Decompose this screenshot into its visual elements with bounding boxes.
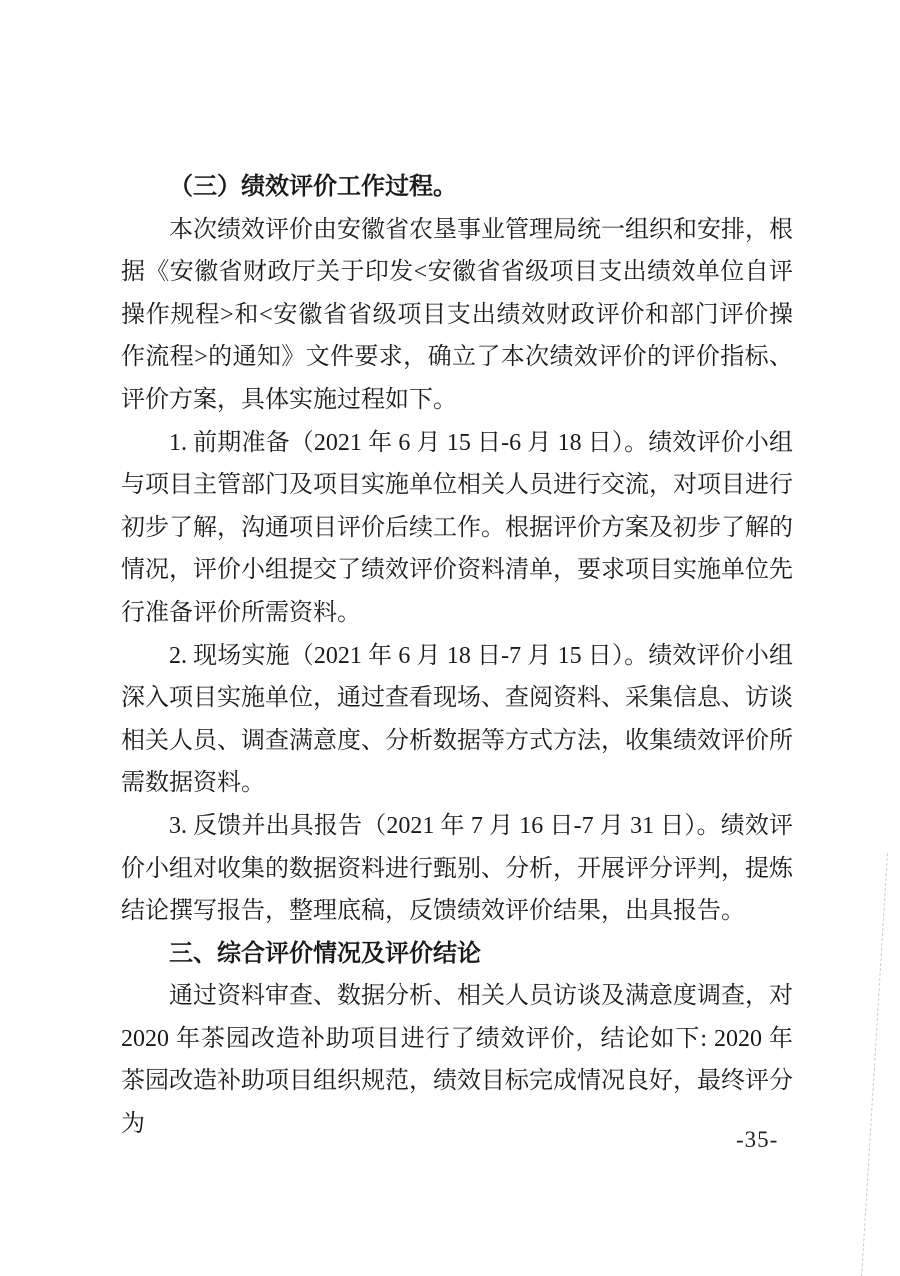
paragraph-step1-preparation: 1. 前期准备（2021 年 6 月 15 日-6 月 18 日）。绩效评价小组与项目主管部门及项目实施单位相关人员进行交流，对项目进行初步了解，沟通项目评价后续工作。根据评价方案及初步了解的情况，评价小组提交了绩效评价资料清单，要求项目实施单位先行准备评价所需资料。 (121, 429, 793, 626)
paragraph-step3-feedback-report: 3. 反馈并出具报告（2021 年 7 月 16 日-7 月 31 日）。绩效评价小组对收集的数据资料进行甄别、分析，开展评分评判，提炼结论撰写报告，整理底稿，反馈绩效评价结果，出具报告。 (121, 812, 793, 925)
document-body (121, 166, 793, 1146)
section-heading-comprehensive-evaluation-conclusion: 三、综合评价情况及评价结论 (169, 940, 481, 967)
scan-artifact-line (861, 853, 888, 1276)
paragraph-evaluation-organization: 本次绩效评价由安徽省农垦事业管理局统一组织和安排，根据《安徽省财政厅关于印发<安徽省省级项目支出绩效单位自评操作规程>和<安徽省省级项目支出绩效财政评价和部门评价操作流程>的通知》文件要求，确立了本次绩效评价的评价指标、评价方案，具体实施过程如下。 (121, 216, 793, 413)
page-number: -35- (736, 1127, 779, 1152)
paragraph-evaluation-conclusion: 通过资料审查、数据分析、相关人员访谈及满意度调查，对 2020 年茶园改造补助项目进行了绩效评价，结论如下: 2020 年茶园改造补助项目组织规范，绩效目标完成情况良好，最终评分为 (121, 983, 793, 1138)
section-heading-performance-evaluation-process: （三）绩效评价工作过程。 (169, 174, 457, 200)
paragraph-step2-onsite-implementation: 2. 现场实施（2021 年 6 月 18 日-7 月 15 日）。绩效评价小组深入项目实施单位，通过查看现场、查阅资料、采集信息、访谈相关人员、调查满意度、分析数据等方式方法，收集绩效评价所需数据资料。 (121, 642, 793, 797)
